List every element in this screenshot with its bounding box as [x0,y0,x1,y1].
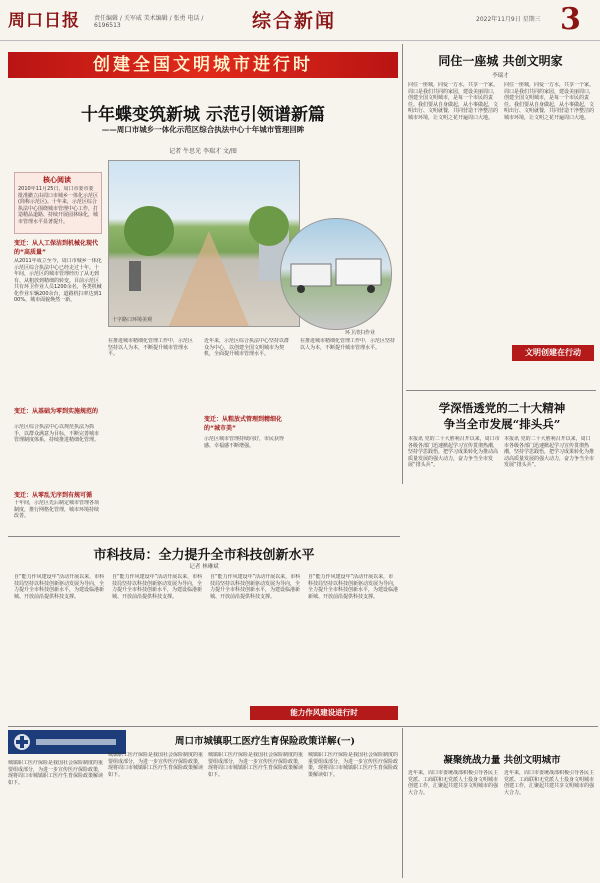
lead-subhead: ——周口市城乡一体化示范区综合执法中心十年城市管理回眸 [101,125,305,134]
article-text: 同住一座城，同爱一方水，共享一个家。周口是我们共同的家园，建设美丽周口，创建全国文明城市，是每一个市民的责任。我们要从自身做起，从小事做起，文明出行、文明就餐，共同营造干净整洁的城市环境，让文明之花开遍周口大地。 [504,82,594,121]
right-mid-title-line2: 争当全市发展“排头兵” [443,417,561,431]
article-text: 自“能力作风建设年”活动开展以来，市科技局坚持以科技创新驱动发展为导向，全力提升全市科技创新水平，为建设临港新城、开放前沿提供科技支撑。 [308,574,398,600]
mid-article-title: 市科技局：全力提升全市科技创新水平 [93,548,315,563]
article-text: 近年来，示范区综合执法中心坚持以群众为中心，以创建全国文明城市为契机，全面提升城市管理水平。 [204,338,290,357]
bottom-article-title: 周口市城镇职工医疗生育保险政策详解(一) [175,736,355,747]
lead-byline: 记者 牛思光 李瑞才 文/图 [169,148,237,155]
street-photo [108,160,300,327]
article-text: 在推进城市精细化管理工作中，示范区坚持以人为本，不断提升城市管理水平。 [108,338,194,357]
section-label: 变迁：从粗放式管理到精细化的“城市美” [204,416,283,432]
column-divider [402,44,403,484]
article-text: 本报讯 党的二十大胜利召开以来，周口市各级各部门迅速掀起学习宣传贯彻热潮，坚持学思践悟，把学习成果转化为推动高质量发展的强大动力，奋力争当全市发展“排头兵”。 [504,436,594,468]
bottom-right-title: 凝聚统战力量 共创文明城市 [443,755,561,766]
article-text: 从2011年成立至今，周口市城乡一体化示范区综合执法中心已经走过十年。十年间，示范区的城市管理经历了从无到有、从粗放到精细的转变。目前示范区共有环卫作业人员1200余名，各类机械化作业车辆200余台，道路机扫率达到100%，城市面貌焕然一新。 [14,258,102,303]
article-text: 近年来，周口市委统战部积极引导各民主党派、工商联和无党派人士投身文明城市创建工作，汇聚起共建共享文明城市的强大合力。 [408,770,499,796]
right-article-title: 同住一座城 共创文明家 [438,54,563,68]
section-divider [8,726,598,727]
capability-banner: 能力作风建设进行时 [250,706,398,720]
mid-article-author: 记者 林琳斌 [189,564,219,570]
article-text: 城镇职工医疗保险是我国社会保险制度的重要组成部分，为进一步宣传医疗保险政策，现将周口市城镇职工医疗生育保险政策解读如下。 [8,760,104,786]
page-number: 3 [560,2,581,37]
article-text: 示范区城市管理持续向好，市民获得感、幸福感不断增强。 [204,436,285,449]
truck-photo [280,218,392,330]
section-divider [8,536,400,537]
article-text: 自“能力作风建设年”活动开展以来，市科技局坚持以科技创新驱动发展为导向，全力提升全市科技创新水平，为建设临港新城、开放前沿提供科技支撑。 [210,574,301,600]
section-label: 变迁：从人工保洁到机械化现代的“高质量” [14,240,99,256]
article-text: 城镇职工医疗保险是我国社会保险制度的重要组成部分，为进一步宣传医疗保险政策，现将周口市城镇职工医疗生育保险政策解读如下。 [208,752,304,778]
insurance-logo-block [8,730,126,754]
section-title: 综合新闻 [252,10,337,32]
article-text: 同住一座城，同爱一方水，共享一个家。周口是我们共同的家园，建设美丽周口，创建全国文明城市，是每一个市民的责任。我们要从自身做起，从小事做起，文明出行、文明就餐，共同营造干净整洁的城市环境，让文明之花开遍周口大地。 [408,82,499,121]
right-article-author: 李瑞才 [492,73,509,79]
article-text: 城镇职工医疗保险是我国社会保险制度的重要组成部分，为进一步宣传医疗保险政策，现将周口市城镇职工医疗生育保险政策解读如下。 [308,752,398,778]
photo-caption: 环卫清扫作业 [345,330,376,336]
core-reading-title: 核心阅读 [43,176,71,184]
article-text: 自“能力作风建设年”活动开展以来，市科技局坚持以科技创新驱动发展为导向，全力提升全市科技创新水平，为建设临港新城、开放前沿提供科技支撑。 [14,574,105,600]
editor-info: 责任编辑 / 关军威 美术编辑 / 张勇 电话 / 6196513 [94,15,204,29]
campaign-banner: 创建全国文明城市进行时 [8,52,398,78]
section-label: 变迁：从基础为零到实施规范的 [14,408,99,415]
section-label: 变迁：从零乱无序到有规可循 [14,492,93,499]
article-text: 近年来，周口市委统战部积极引导各民主党派、工商联和无党派人士投身文明城市创建工作，汇聚起共建共享文明城市的强大合力。 [504,770,594,796]
right-mid-title: 学深悟透党的二十大精神 [438,401,566,415]
article-text: 本报讯 党的二十大胜利召开以来，周口市各级各部门迅速掀起学习宣传贯彻热潮，坚持学思践悟，把学习成果转化为推动高质量发展的强大动力，奋力争当全市发展“排头兵”。 [408,436,500,468]
core-reading-text: 2010年11月25日，周口市委市委批准撤立由周口市城乡一体化示范区(简称示范区)。十年来，示范区综合执法中心围绕城市管理中心工作，打造精品道路、持续开展园林绿化，城市管理水平显著提升。 [18,186,98,225]
article-text: 城镇职工医疗保险是我国社会保险制度的重要组成部分，为进一步宣传医疗保险政策，现将周口市城镇职工医疗生育保险政策解读如下。 [108,752,204,778]
action-banner: 文明创建在行动 [512,345,594,361]
photo-caption: 十字路口环境美观 [112,317,153,323]
column-divider [402,728,403,878]
lead-headline: 十年蝶变筑新城 示范引领谱新篇 [81,105,325,125]
issue-date: 2022年11月9日 星期三 [476,16,541,23]
article-text: 自“能力作风建设年”活动开展以来，市科技局坚持以科技创新驱动发展为导向，全力提升全市科技创新水平，为建设临港新城、开放前沿提供科技支撑。 [112,574,203,600]
article-text: 示范区综合执法中心以规范执法为抓手，以群众满意为目标，不断完善城市管理制度体系，持续推进精细化管理。 [14,424,100,443]
article-text: 十年间，示范区先后制定城市管理各项制度，推行网格化管理，城市环境持续改善。 [14,500,100,519]
medical-insurance-icon [8,730,126,754]
section-divider [406,390,596,391]
newspaper-logo: 周口日报 [8,11,80,31]
article-text: 在推进城市精细化管理工作中，示范区坚持以人为本，不断提升城市管理水平。 [300,338,396,351]
